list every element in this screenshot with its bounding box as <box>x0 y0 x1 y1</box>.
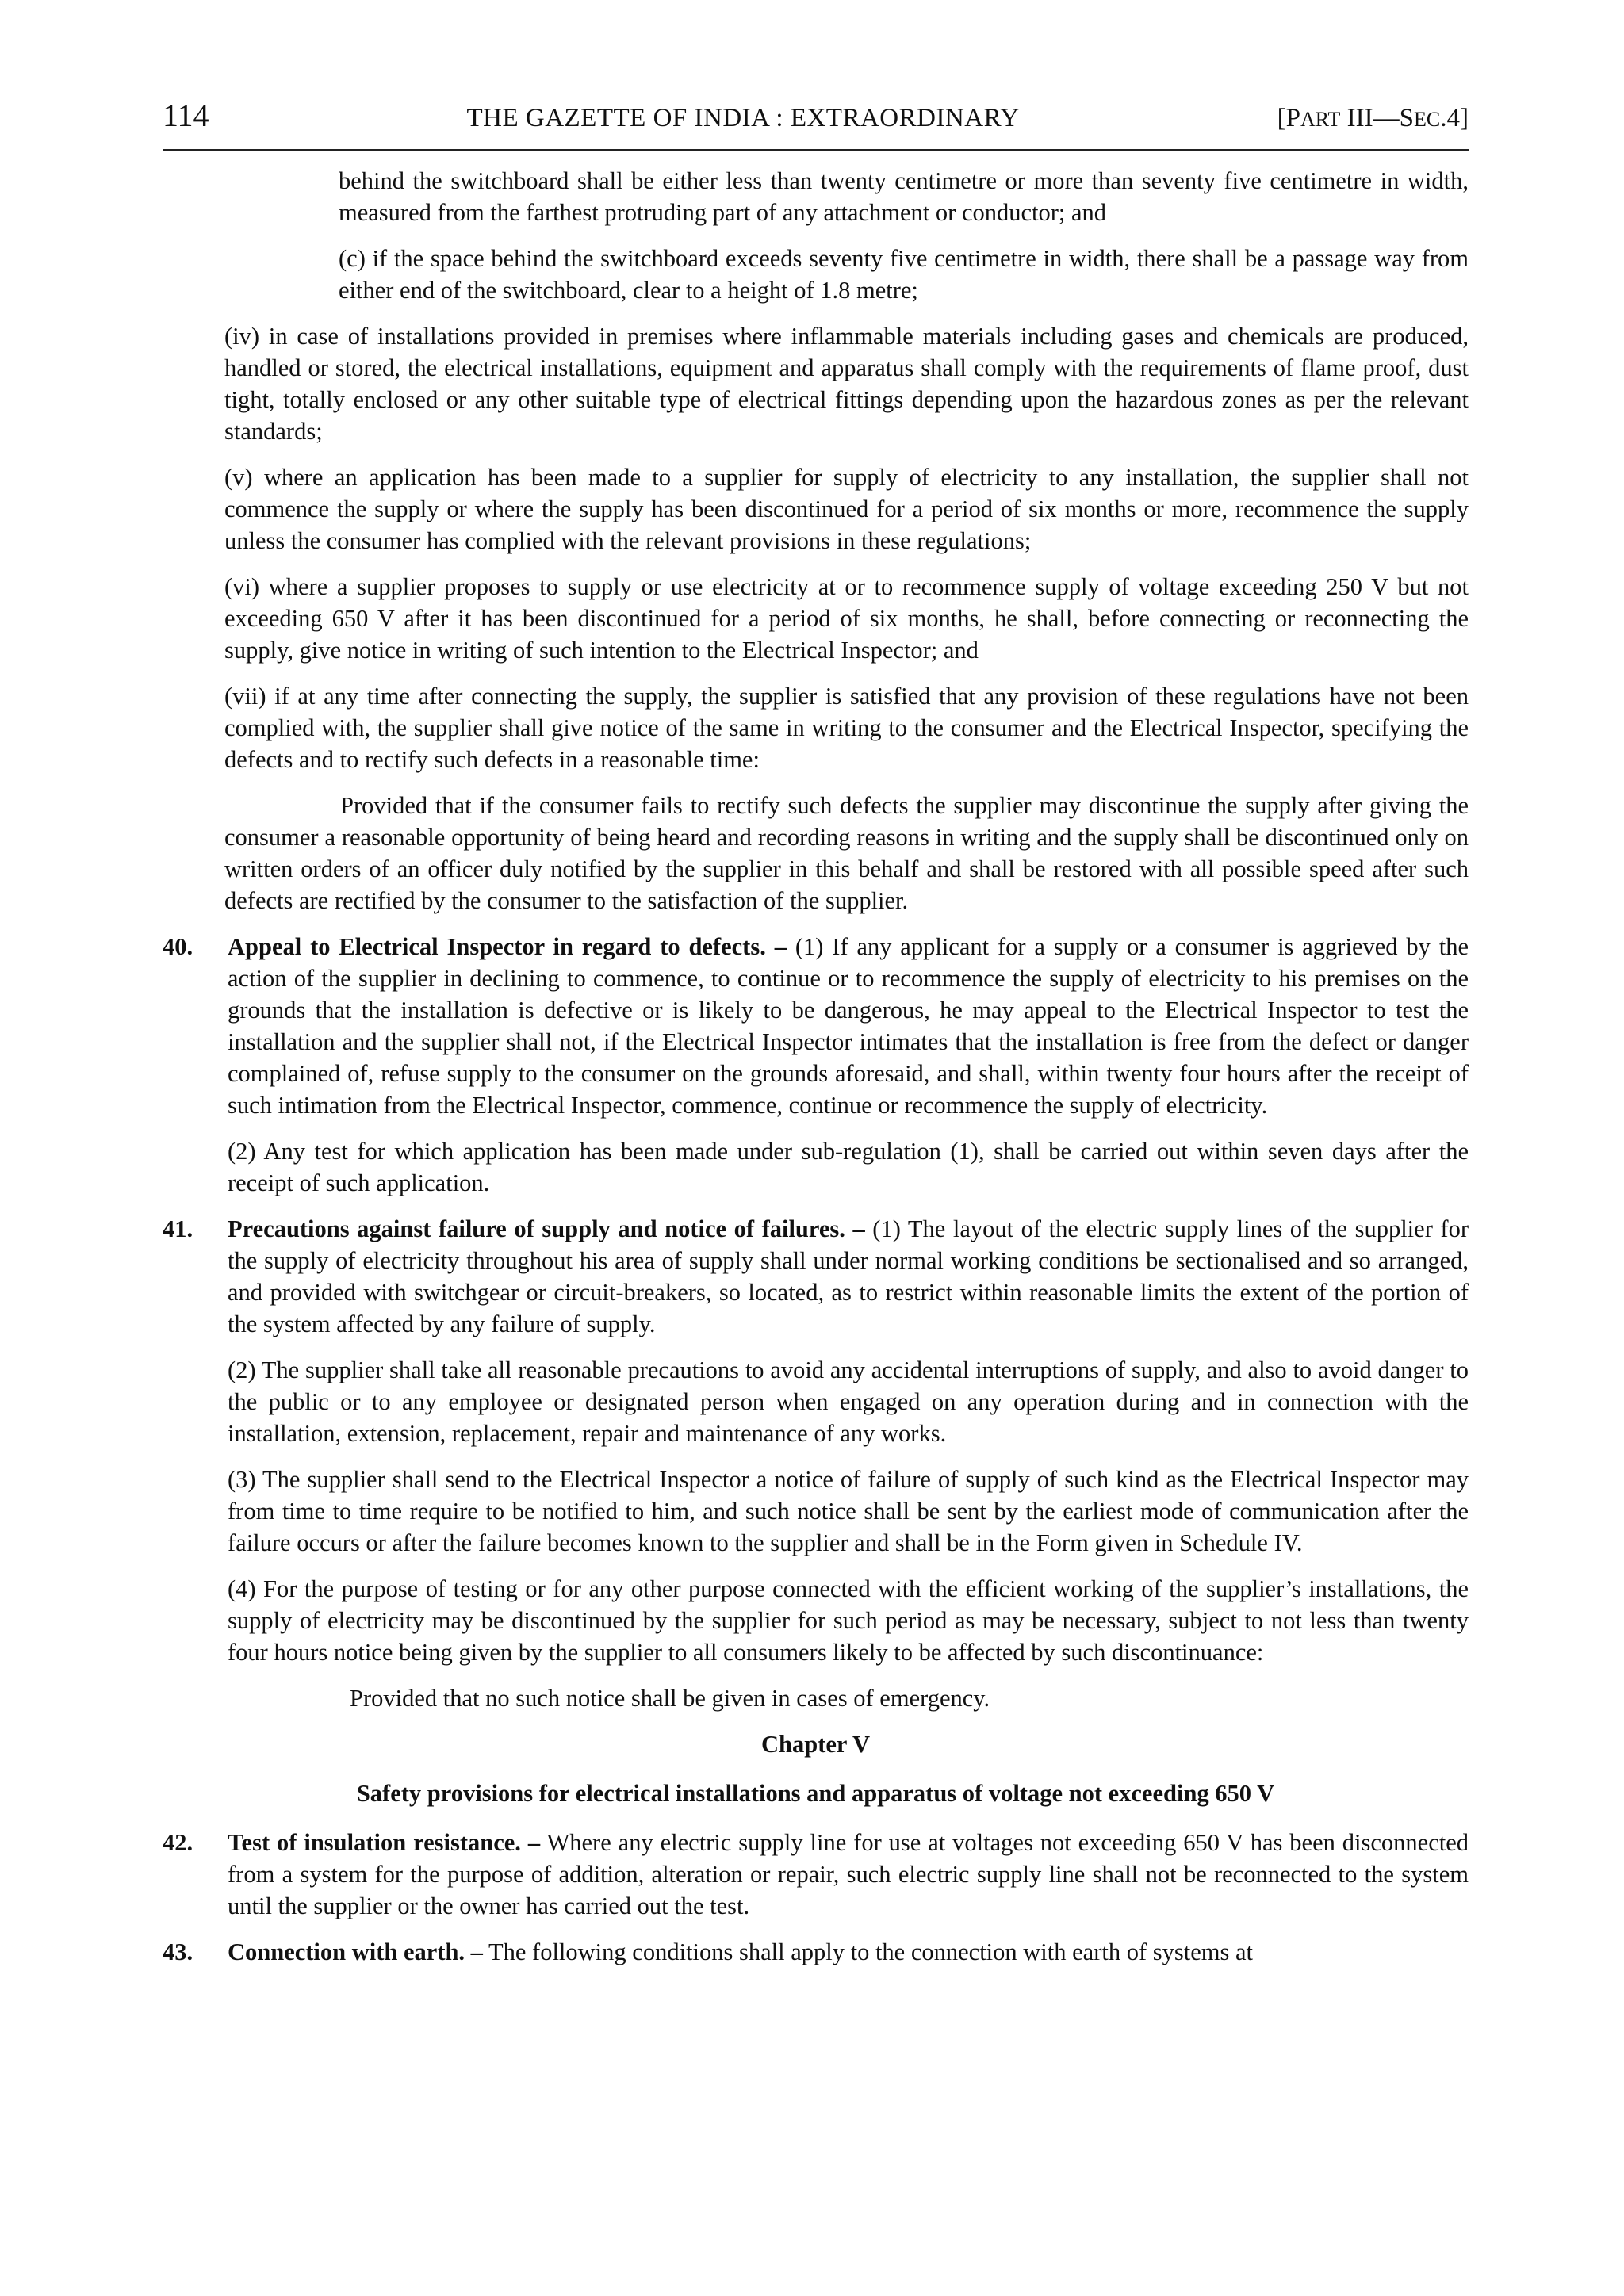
clause-iv: (iv) in case of installations provided in premises where inflammable materials including gases and chemicals are produced, handled or stored, the electrical installations, equipment and apparatus shall comply with the requirements of flame proof, dust tight, totally enclosed or any other suitable type of electrical fittings depending upon the hazardous zones as per the relevant standards; <box>224 323 1469 445</box>
regulation-number: 41. <box>163 1215 193 1242</box>
proviso-paragraph: Provided that if the consumer fails to rectify such defects the supplier may discontinue the supply after giving the consumer a reasonable opportunity of being heard and recording reasons in writing and the supply shall be discontinued only on written orders of an officer duly notified by the supplier in this behalf and shall be restored with all possible speed after such defects are rectified by the consumer to the satisfaction of the supplier. <box>224 792 1469 914</box>
paragraph-continuation: behind the switchboard shall be either less than twenty centimetre or more than seventy five centimetre in width, measured from the farthest protruding part of any attachment or conductor; and <box>339 167 1469 226</box>
regulation-text: Where any electric supply line for use at voltages not exceeding 650 V has been disconnected from a system for the purpose of addition, alteration or repair, such electric supply line shall not be reconnected to the system until the supplier or the owner has carried out the test. <box>228 1829 1469 1919</box>
regulation-41-sub-4: (4) For the purpose of testing or for any other purpose connected with the efficient working of the supplier’s installations, the supply of electricity may be discontinued by the supplier for such period as may be necessary, subject to not less than twenty four hours notice being given by the supplier to all consumers likely to be affected by such discontinuance: <box>228 1575 1469 1666</box>
clause-vii: (vii) if at any time after connecting the supply, the supplier is satisfied that any provision of these regulations have not been complied with, the supplier shall give notice of the same in writing to the consumer and the Electrical Inspector, specifying the defects and to rectify such defects in a reasonable time: <box>224 683 1469 773</box>
page-header <box>163 97 1469 136</box>
regulation-number: 43. <box>163 1938 193 1965</box>
regulation-number: 42. <box>163 1829 193 1856</box>
regulation-heading: Precautions against failure of supply and notice of failures. – <box>228 1215 865 1242</box>
regulation-number: 40. <box>163 933 193 960</box>
regulation-41-proviso: Provided that no such notice shall be given in cases of emergency. <box>350 1685 990 1712</box>
clause-vi: (vi) where a supplier proposes to supply or use electricity at or to recommence supply of voltage exceeding 250 V but not exceeding 650 V after it has been discontinued for a period of six months, he shall, before connecting or reconnecting the supply, give notice in writing of such intention to the Electrical Inspector; and <box>224 573 1469 664</box>
regulation-text: (1) If any applicant for a supply or a consumer is aggrieved by the action of the supplier in declining to commence, to continue or to recommence the supply of electricity to his premises on the grounds that the installation is defective or is likely to be dangerous, he may appeal to the Electrical Inspector to test the installation and the supplier shall not, if the Electrical Inspector intimates that the installation is free from the defect or danger complained of, refuse supply to the consumer on the grounds aforesaid, and shall, within twenty four hours after the receipt of such intimation from the Electrical Inspector, commence, continue or recommence the supply of electricity. <box>228 933 1469 1119</box>
clause-v: (v) where an application has been made to a supplier for supply of electricity to any installation, the supplier shall not commence the supply or where the supply has been discontinued for a period of six months or more, recommence the supply unless the consumer has complied with the relevant provisions in these regulations; <box>224 464 1469 554</box>
page-body <box>163 165 1469 1982</box>
regulation-43 <box>163 1936 1469 1968</box>
chapter-subtitle: Safety provisions for electrical installations and apparatus of voltage not exceeding 650 V <box>356 1780 1275 1807</box>
regulation-41-sub-3: (3) The supplier shall send to the Electrical Inspector a notice of failure of supply of such kind as the Electrical Inspector may from time to time require to be notified to him, and such notice shall be sent by the earliest mode of communication after the failure occurs or after the failure becomes known to the supplier and shall be in the Form given in Schedule IV. <box>228 1466 1469 1556</box>
header-rule <box>163 149 1469 151</box>
regulation-heading: Connection with earth. – <box>228 1938 483 1965</box>
regulation-heading: Test of insulation resistance. – <box>228 1829 541 1856</box>
regulation-42 <box>163 1827 1469 1922</box>
gazette-title: THE GAZETTE OF INDIA : EXTRAORDINARY <box>466 104 1020 132</box>
regulation-41-sub-2: (2) The supplier shall take all reasonable precautions to avoid any accidental interruptions of supply, and also to avoid danger to the public or to any employee or designated person when engaged on any operation during and in connection with the installation, extension, replacement, repair and maintenance of any works. <box>228 1357 1469 1447</box>
regulation-text: The following conditions shall apply to the connection with earth of systems at <box>482 1938 1253 1965</box>
part-section-label: [PART III—SEC.4] <box>1277 104 1469 132</box>
clause-c: (c) if the space behind the switchboard exceeds seventy five centimetre in width, there shall be a passage way from either end of the switchboard, clear to a height of 1.8 metre; <box>339 245 1469 304</box>
chapter-title: Chapter V <box>761 1731 870 1758</box>
regulation-41 <box>163 1213 1469 1340</box>
regulation-text: (1) The layout of the electric supply lines of the supplier for the supply of electricity throughout his area of supply shall under normal working conditions be sectionalised and so arranged, and provided with switchgear or circuit-breakers, so located, as to restrict within reasonable limits the extent of the portion of the system affected by any failure of supply. <box>228 1215 1469 1337</box>
regulation-40-sub-2: (2) Any test for which application has been made under sub-regulation (1), shall be carried out within seven days after the receipt of such application. <box>228 1138 1469 1196</box>
regulation-40 <box>163 931 1469 1121</box>
page-number: 114 <box>163 98 209 133</box>
regulation-heading: Appeal to Electrical Inspector in regard to defects. – <box>228 933 787 960</box>
